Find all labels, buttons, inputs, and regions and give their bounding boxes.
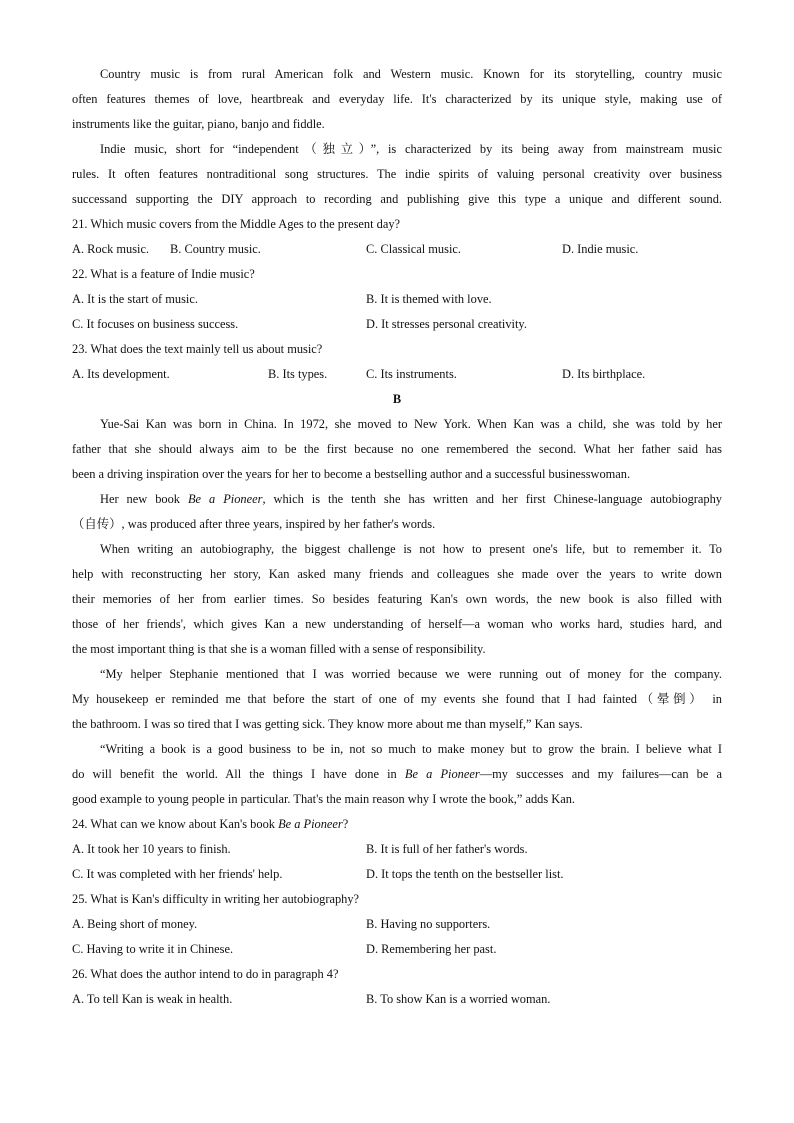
text-line: do will benefit the world. All the things I have done in Be a Pioneer—my successes and my failures—can be a (72, 767, 723, 781)
book-title: Be a Pioneer (278, 817, 343, 831)
question-stem: 25. What is Kan's difficulty in writing her autobiography? (72, 892, 360, 906)
options-row (72, 362, 722, 387)
text-line: Her new book Be a Pioneer, which is the tenth she has written and her first Chinese-language autobiography (100, 492, 722, 506)
text-line: Indie music, short for “independent（独立）”, is characterized by its being away from mainstream music (100, 142, 722, 156)
passage-a-paragraph-1 (72, 62, 722, 137)
text-line: My housekeep er reminded me that before the start of one of my events she found that I had fainted（晕倒） in (72, 692, 722, 706)
text-line: help with reconstructing her story, Kan asked many friends and colleagues she made over the years to write down (72, 567, 722, 581)
question-stem: 26. What does the author intend to do in paragraph 4? (72, 967, 339, 981)
passage-b-paragraph-2 (72, 487, 722, 537)
option-b[interactable]: B. Its types. (268, 367, 328, 381)
text-line: （自传）, was produced after three years, inspired by her father's words. (72, 517, 436, 531)
option-c[interactable]: C. It focuses on business success. (72, 317, 239, 331)
exam-page (72, 62, 722, 1012)
text-line: their memories of her from earlier times. So besides featuring Kan's own words, the new book is also filled with (72, 592, 722, 606)
option-c[interactable]: C. It was completed with her friends' help. (72, 867, 283, 881)
question-stem: 22. What is a feature of Indie music? (72, 267, 255, 281)
options-row (72, 987, 722, 1012)
option-d[interactable]: D. It tops the tenth on the bestseller list. (366, 867, 564, 881)
option-a[interactable]: A. It is the start of music. (72, 292, 198, 306)
text-line: Yue-Sai Kan was born in China. In 1972, she moved to New York. When Kan was a child, she was told by her (100, 417, 722, 431)
question-24 (72, 812, 722, 887)
text-line: father that she should always aim to be the first because no one remembered the second. What her father said has (72, 442, 722, 456)
passage-a-paragraph-2 (72, 137, 722, 212)
option-c[interactable]: C. Having to write it in Chinese. (72, 942, 234, 956)
question-25 (72, 887, 722, 962)
book-title: Be a Pioneer (187, 492, 263, 506)
text-line: instruments like the guitar, piano, banjo and fiddle. (72, 117, 325, 131)
options-row (72, 312, 722, 337)
option-d[interactable]: D. It stresses personal creativity. (366, 317, 527, 331)
options-row (72, 237, 722, 262)
passage-b-paragraph-1 (72, 412, 722, 487)
text-line: good example to young people in particular. That's the main reason why I wrote the book,” adds Kan. (72, 792, 576, 806)
passage-b-paragraph-5 (72, 737, 722, 812)
text-line: “My helper Stephanie mentioned that I was worried because we were running out of money for the company. (100, 667, 722, 681)
option-d[interactable]: D. Indie music. (562, 242, 639, 256)
option-d[interactable]: D. Its birthplace. (562, 367, 646, 381)
text-line: successand supporting the DIY approach to recording and publishing give this type a unique and different sound. (72, 192, 722, 206)
text-line: often features themes of love, heartbreak and everyday life. It's characterized by its unique style, making use of (72, 92, 722, 106)
options-row (72, 937, 722, 962)
question-stem: 21. Which music covers from the Middle Ages to the present day? (72, 217, 401, 231)
options-row (72, 912, 722, 937)
text-line: the bathroom. I was so tired that I was getting sick. They know more about me than myself,” Kan says. (72, 717, 583, 731)
section-heading: B (392, 392, 402, 406)
option-a[interactable]: A. Its development. (72, 367, 170, 381)
option-a[interactable]: A. Being short of money. (72, 917, 198, 931)
options-row (72, 837, 722, 862)
book-title: Be a Pioneer (404, 767, 480, 781)
text-line: rules. It often features nontraditional song structures. The indie spirits of valuing personal creativity over business (72, 167, 722, 181)
text-line: “Writing a book is a good business to be in, not so much to make money but to grow the brain. I believe what I (100, 742, 722, 756)
option-a[interactable]: A. To tell Kan is weak in health. (72, 992, 233, 1006)
text-line: those of her friends', which gives Kan a new understanding of herself—a woman who works hard, studies hard, and (72, 617, 722, 631)
option-a[interactable]: A. Rock music. (72, 242, 150, 256)
passage-b-paragraph-3 (72, 537, 722, 662)
question-stem: 23. What does the text mainly tell us about music? (72, 342, 323, 356)
option-c[interactable]: C. Its instruments. (366, 367, 457, 381)
option-c[interactable]: C. Classical music. (366, 242, 461, 256)
question-stem: 24. What can we know about Kan's book Be a Pioneer? (72, 817, 349, 831)
option-d[interactable]: D. Remembering her past. (366, 942, 497, 956)
text-line: When writing an autobiography, the biggest challenge is not how to present one's life, but to remember it. To (100, 542, 722, 556)
option-b[interactable]: B. To show Kan is a worried woman. (366, 992, 551, 1006)
question-21 (72, 212, 722, 262)
option-b[interactable]: B. Having no supporters. (366, 917, 491, 931)
option-b[interactable]: B. It is full of her father's words. (366, 842, 528, 856)
options-row (72, 862, 722, 887)
option-b[interactable]: B. Country music. (170, 242, 261, 256)
option-a[interactable]: A. It took her 10 years to finish. (72, 842, 231, 856)
question-23 (72, 337, 722, 387)
option-b[interactable]: B. It is themed with love. (366, 292, 492, 306)
question-22 (72, 262, 722, 337)
question-26 (72, 962, 722, 1012)
text-line: Country music is from rural American folk and Western music. Known for its storytelling, country music (100, 67, 722, 81)
passage-b-paragraph-4 (72, 662, 722, 737)
text-line: been a driving inspiration over the years for her to become a bestselling author and a successful businesswoman. (72, 467, 631, 481)
text-line: the most important thing is that she is a woman filled with a sense of responsibility. (72, 642, 486, 656)
options-row (72, 287, 722, 312)
